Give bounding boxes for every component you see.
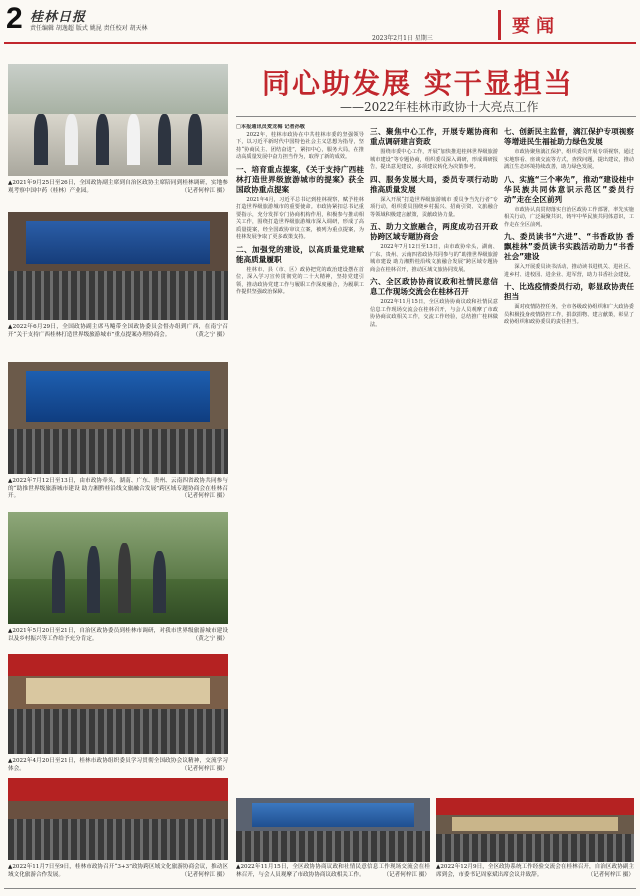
- photo-5: [8, 654, 228, 754]
- section-7-body: 市政协聚焦漓江保护，组织委员开展专项视察，通过实地察看、座谈交流等方式，查找问题，提出建议，推动漓江生态环境持续改善，助力绿色发展。: [504, 149, 634, 170]
- section-4-heading: 四、服务发展大局，委员专项行动助推高质量发展: [370, 174, 498, 194]
- photo-4: [8, 512, 228, 624]
- section-1-heading: 一、培育重点提案，《关于支持广西桂林打造世界级旅游城市的提案》获全国政协重点提案: [236, 164, 364, 194]
- article-column-2: [370, 124, 498, 792]
- section-10-body: 面对疫情防控任务，全市各级政协组织和广大政协委员积极投身疫情防控工作，捐款捐物、建言献策，彰显了政协组织和政协委员的责任担当。: [504, 304, 634, 325]
- section-8-body: 市政协认真贯彻落实自治区政协工作部署，率先实施相关行动，广泛凝聚共识，铸牢中华民族共同体意识，工作走在全区前列。: [504, 206, 634, 228]
- section-6-body: 2022年11月15日，全区政协协商议政和社情民意信息工作现场交流会在桂林召开，与会人员观摩了市政协协商议政相关工作，交流工作经验，总结推广桂林做法。: [370, 299, 498, 328]
- section-2-body: 桂林市、县（市、区）政协把党的政治建设摆在首位，深入学习宣传贯彻党的二十大精神，坚持党建引领，推动政协党建工作与履职工作深度融合，为履职工作提供坚强政治保障。: [236, 266, 364, 295]
- article-column-3: [504, 124, 634, 792]
- section-9-body: 深入开展委员读书活动，推动读书进机关、进社区、进乡村、进校园、进企业、进军营，助力书香社会建设。: [504, 264, 634, 278]
- section-1-body: 2021年4月，习近平总书记到桂林视察，赋予桂林打造世界级旅游城市的重要使命。市政协紧扣总书记重要指示，充分发挥专门协商机构作用，积极参与推动相关工作，围绕打造世界级旅游城市深入调研，形成了高质量提案，经全国政协审议立案，被列为重点提案，为桂林发展争取了更多政策支持。: [236, 196, 364, 240]
- photo-3-caption: ▲2022年7月12日至13日，由市政协牵头，湖南、广东、贵州、云南四省政协共同参与的“助推世界级旅游城市建设 助力湘黔桂沿线文旅融合发展”跨区域专题协商会在桂林召开。 （记者何梓江 摄）: [8, 478, 228, 500]
- section-label: 要闻: [512, 16, 560, 37]
- article-column-1: [236, 124, 364, 792]
- paper-name-logo: 桂林日报: [30, 10, 87, 25]
- article-subtitle: ——2022年桂林市政协十大亮点工作: [340, 100, 539, 114]
- section-3-body: 围绕市委中心工作，开展“加快推进桂林世界级旅游城市建设”等专题协商，组织委员深入调研，形成调研报告，提出意见建议，多项建议转化为决策参考。: [370, 149, 498, 170]
- section-10-heading: 十、比选疫情委员行动，彰显政协责任担当: [504, 282, 634, 301]
- photo-7-caption: ▲2022年11月15日，全区政协协商议政和社情民意信息工作现场交流会在桂林召开，与会人员观摩了市政协协商议政相关工作。 （记者何梓江 摄）: [236, 864, 430, 878]
- photo-3: [8, 362, 228, 474]
- section-2-heading: 二、加强党的建设，以高质量党建赋能高质量履职: [236, 244, 364, 264]
- photo-4-caption: ▲2021年5月20日至21日，自治区政协委员到桂林市调研，对我市世界级旅游城市建设以及乡村振兴等工作给予充分肯定。 （黄之宁 摄）: [8, 628, 228, 642]
- section-8-heading: 八、实施“三个率先”，推动“建设桂中华民族共同体意识示范区”委员行动”走在全区前列: [504, 174, 634, 204]
- section-5-heading: 五、助力文旅融合，两度成功召开政协跨区域专题协商会: [370, 222, 498, 241]
- article-byline: □本报通讯员麦龙梅 记者孙敬: [236, 124, 305, 130]
- photo-1: [8, 64, 228, 176]
- photo-5-caption: ▲2022年4月20日至21日，桂林市政协组织委员学习贯彻全国政协会议精神，交流学习体会。 （记者何梓江 摄）: [8, 758, 228, 772]
- photo-2: [8, 212, 228, 320]
- article-intro: 2022年，桂林市政协在中共桂林市委的坚强领导下，以习近平新时代中国特色社会主义思想为指导，坚持“协商民主、团结奋进”，紧扣中心，服务大局，在推动高质量发展中奋力担当作为，取得了新的成效。: [236, 131, 364, 160]
- photo-8: [436, 798, 634, 862]
- page-number: 2: [6, 2, 23, 35]
- header-divider: [4, 42, 636, 44]
- photo-7: [236, 798, 430, 862]
- photo-1-caption: ▲2021年9月25日至26日，全国政协副主席到自治区政协主席陪同到桂林调研，实地参观考察中国中药（桂林）产业园。 （记者何梓江 摄）: [8, 180, 228, 194]
- photo-8-caption: ▲2022年12月9日，全区政协系统工作经验交流会在桂林召开，自治区政协副主席到会，市委书记周家斌出席会议并致辞。 （记者何梓江 摄）: [436, 864, 634, 878]
- section-5-body: 2022年7月12日至13日，由市政协牵头，湖南、广东、贵州、云南四省政协共同参与的“助推世界级旅游城市建设 助力湘黔桂沿线文旅融合发展”跨区域专题协商会在桂林召开，推动区域文旅协同发展。: [370, 244, 498, 273]
- photo-6: [8, 778, 228, 860]
- title-divider: [236, 116, 636, 117]
- article-title: 同心助发展 实干显担当: [262, 67, 574, 100]
- issue-date: 2023年2月1日 星期三: [372, 35, 433, 42]
- photo-6-caption: ▲2022年11月7日至9日，桂林市政协召开“3+3”政协跨区域文化旅游协商会议，推动区域文化旅游合作发展。 （记者何梓江 摄）: [8, 864, 228, 878]
- footer-divider: [4, 888, 636, 889]
- section-7-heading: 七、创新民主监督，漓江保护专项视察等增进民生福祉助力绿色发展: [504, 127, 634, 146]
- section-3-heading: 三、聚焦中心工作，开展专题协商和重点调研建言资政: [370, 127, 498, 146]
- photo-2-caption: ▲2022年6月29日，全国政协副主席马飚带全国政协委员会督办组到广西，在南宁召开“关于支持广西桂林打造世界级旅游城市”重点提案办理协商会。 （黄之宁 摄）: [8, 324, 228, 338]
- section-9-heading: 九、委员读书“六进”、“书香政协 香飘桂林”委员读书实践活动助力“书香社会”建设: [504, 232, 634, 261]
- section-6-heading: 六、全区政协协商议政和社情民意信息工作现场交流会在桂林召开: [370, 277, 498, 296]
- editors-line: 责任编辑 胡逸超 版式 姚昆 责任校对 胡天林: [30, 25, 148, 32]
- section-4-body: 深入开展“打造世界级旅游城市 委员争当先行者”专项行动，组织委员围绕乡村振兴、招商引资、文旅融合等领域积极建言献策，贡献政协力量。: [370, 196, 498, 218]
